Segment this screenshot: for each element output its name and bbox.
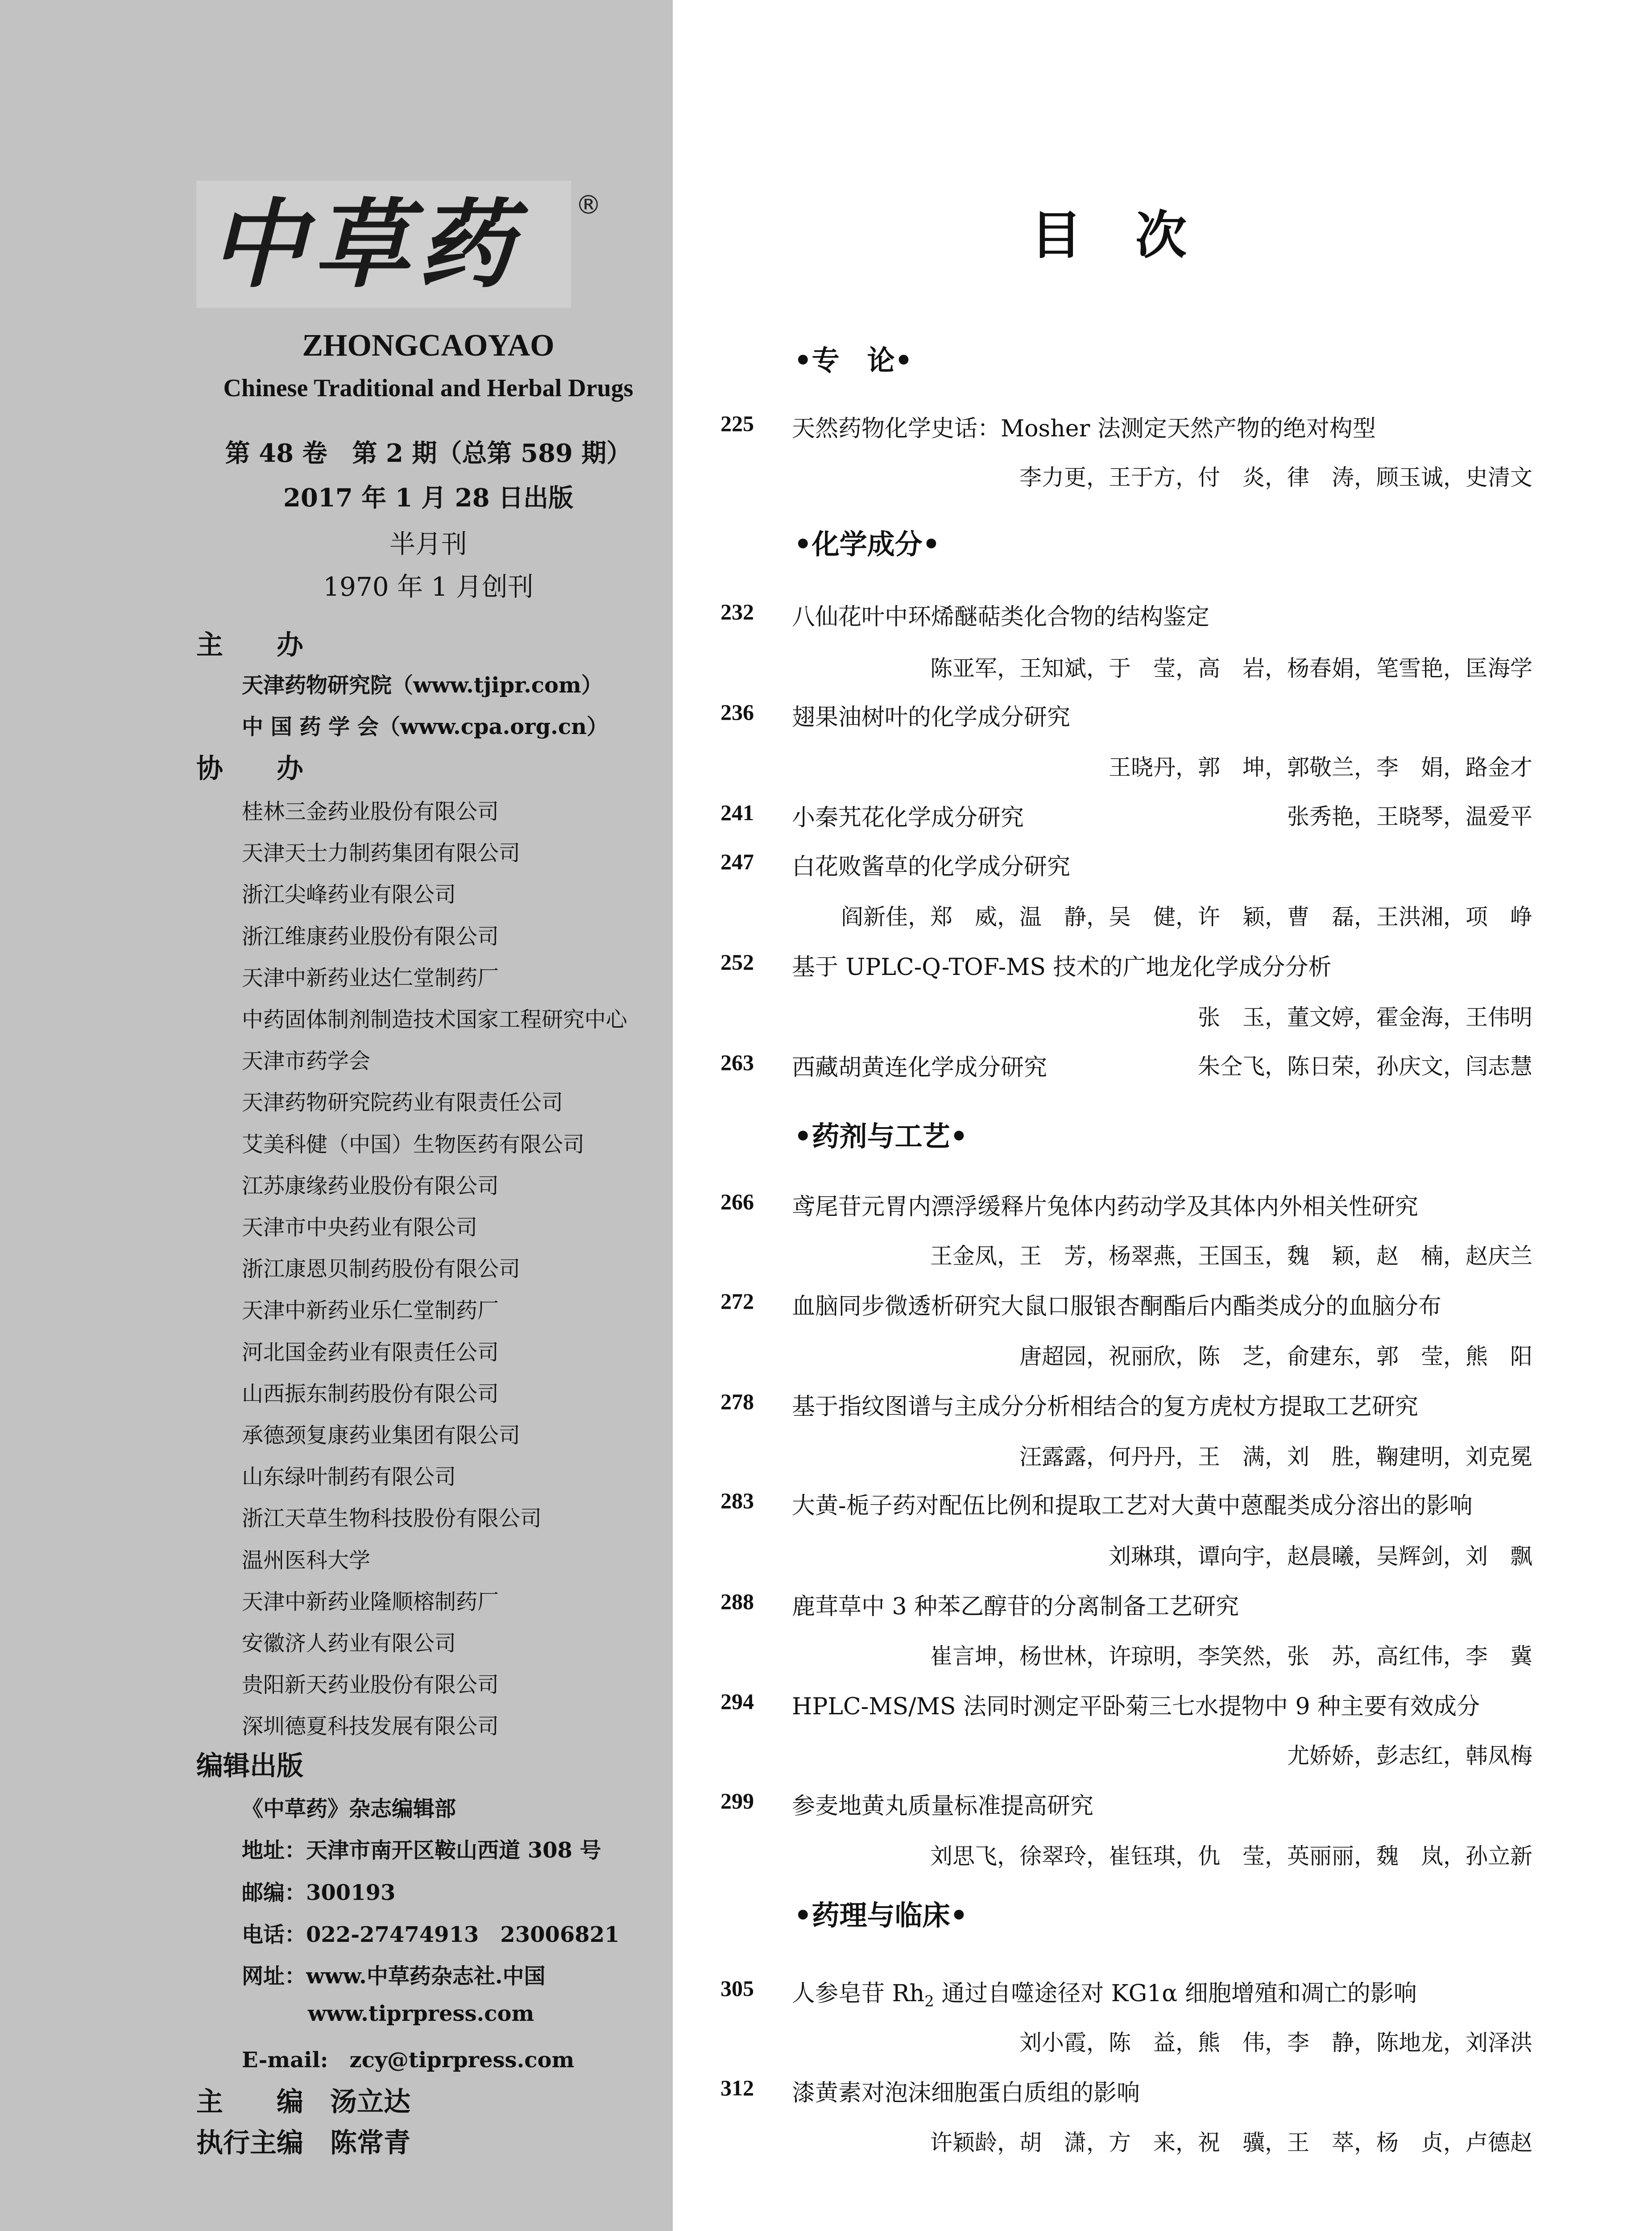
sponsor-item: 天津药物研究院（www.tjipr.com） bbox=[242, 673, 603, 698]
toc-page-number: 252 bbox=[720, 950, 754, 975]
toc-article-title: 小秦艽花化学成分研究 bbox=[792, 804, 1024, 831]
editorial-website-alt: www.tiprpress.com bbox=[308, 2001, 534, 2026]
founded-date: 1970 年 1 月创刊 bbox=[323, 572, 534, 602]
toc-article-title: 八仙花叶中环烯醚萜类化合物的结构鉴定 bbox=[792, 604, 1210, 630]
toc-article-authors: 尤娇娇，彭志红，韩凤梅 bbox=[1287, 1743, 1532, 1769]
toc-article-authors: 唐超园，祝丽欣，陈 芝，俞建东，郭 莹，熊 阳 bbox=[1019, 1344, 1532, 1369]
toc-article-title: HPLC-MS/MS 法同时测定平卧菊三七水提物中 9 种主要有效成分 bbox=[792, 1693, 1480, 1720]
toc-page-number: 263 bbox=[720, 1050, 754, 1075]
toc-article-authors: 王金凤，王 芳，杨翠燕，王国玉，魏 颖，赵 楠，赵庆兰 bbox=[930, 1243, 1532, 1269]
toc-article-title: 漆黄素对泡沫细胞蛋白质组的影响 bbox=[792, 2080, 1140, 2107]
co-sponsor-item: 贵阳新天药业股份有限公司 bbox=[242, 1672, 499, 1698]
co-sponsor-item: 浙江尖峰药业有限公司 bbox=[242, 882, 456, 908]
toc-article-title: 天然药物化学史话：Mosher 法测定天然产物的绝对构型 bbox=[792, 415, 1376, 442]
toc-article-authors: 张 玉，董文婷，霍金海，王伟明 bbox=[1198, 1004, 1532, 1030]
toc-article-title: 血脑同步微透析研究大鼠口服银杏酮酯后内酯类成分的血脑分布 bbox=[792, 1293, 1442, 1320]
editorial-dept: 《中草药》杂志编辑部 bbox=[242, 1796, 456, 1821]
co-sponsor-item: 浙江康恩贝制药股份有限公司 bbox=[242, 1256, 521, 1282]
issue-number: 第 48 卷 第 2 期（总第 589 期） bbox=[225, 439, 632, 468]
toc-article-authors: 许颖龄，胡 潇，方 来，祝 骥，王 萃，杨 贞，卢德赵 bbox=[930, 2130, 1532, 2156]
toc-article-title-subscript: 2 bbox=[924, 1992, 934, 2010]
toc-article-authors: 汪露露，何丹丹，王 满，刘 胜，鞠建明，刘克冕 bbox=[1019, 1444, 1532, 1470]
co-sponsor-item: 江苏康缘药业股份有限公司 bbox=[242, 1173, 499, 1198]
toc-page-number: 312 bbox=[720, 2075, 754, 2100]
executive-editor: 执行主编 陈常青 bbox=[196, 2127, 410, 2159]
toc-article-authors: 崔言坤，杨世林，许琼明，李笑然，张 苏，高红伟，李 冀 bbox=[930, 1643, 1532, 1669]
section-heading-pharmacology: •药理与临床• bbox=[794, 1899, 968, 1932]
co-sponsor-item: 天津中新药业乐仁堂制药厂 bbox=[242, 1298, 499, 1323]
co-sponsor-item: 天津中新药业达仁堂制药厂 bbox=[242, 965, 499, 991]
editorial-address: 地址：天津市南开区鞍山西道 308 号 bbox=[242, 1838, 601, 1863]
co-sponsor-item: 深圳德夏科技发展有限公司 bbox=[242, 1714, 499, 1739]
toc-article-title bbox=[792, 1974, 1417, 2010]
toc-page-number: 288 bbox=[720, 1589, 754, 1614]
co-sponsor-item: 桂林三金药业股份有限公司 bbox=[242, 799, 499, 824]
toc-page-number: 247 bbox=[720, 849, 754, 874]
co-sponsor-item: 天津中新药业隆顺榕制药厂 bbox=[242, 1589, 499, 1614]
co-sponsor-item: 山西振东制药股份有限公司 bbox=[242, 1381, 499, 1406]
toc-article-authors: 刘小霞，陈 益，熊 伟，李 静，陈地龙，刘泽洪 bbox=[1019, 2030, 1532, 2056]
editorial-email: E-mail: zcy@tiprpress.com bbox=[242, 2048, 575, 2073]
logo-calligraphy: 中草药 bbox=[210, 188, 522, 301]
editorial-phone: 电话：022-27474913 23006821 bbox=[242, 1922, 620, 1947]
publication-date: 2017 年 1 月 28 日出版 bbox=[283, 483, 574, 513]
toc-article-title: 鹿茸草中 3 种苯乙醇苷的分离制备工艺研究 bbox=[792, 1593, 1239, 1620]
co-sponsor-item: 山东绿叶制药有限公司 bbox=[242, 1464, 456, 1490]
toc-page-number: 241 bbox=[720, 800, 754, 825]
registered-mark: ® bbox=[576, 190, 601, 220]
toc-article-authors: 陈亚军，王知斌，于 莹，高 岩，杨春娟，笔雪艳，匡海学 bbox=[930, 655, 1532, 681]
toc-article-authors: 李力更，王于方，付 炎，律 涛，顾玉诚，史清文 bbox=[1019, 464, 1532, 490]
toc-page-number: 236 bbox=[720, 700, 754, 725]
editorial-postcode: 邮编：300193 bbox=[242, 1880, 396, 1905]
sponsor-item: 中 国 药 学 会（www.cpa.org.cn） bbox=[242, 714, 608, 739]
journal-logo bbox=[196, 181, 571, 308]
toc-article-title: 参麦地黄丸质量标准提高研究 bbox=[792, 1793, 1094, 1820]
section-heading-chemistry: •化学成分• bbox=[794, 528, 940, 560]
co-sponsor-item: 浙江维康药业股份有限公司 bbox=[242, 924, 499, 949]
toc-article-authors: 张秀艳，王晓琴，温爱平 bbox=[1287, 804, 1532, 829]
toc-page-number: 278 bbox=[720, 1389, 754, 1414]
toc-article-title: 翅果油树叶的化学成分研究 bbox=[792, 704, 1071, 731]
co-sponsor-item: 天津市中央药业有限公司 bbox=[242, 1215, 478, 1240]
co-sponsor-item: 承德颈复康药业集团有限公司 bbox=[242, 1423, 521, 1448]
toc-page-number: 225 bbox=[720, 411, 754, 436]
sponsors-heading: 主 办 bbox=[196, 630, 303, 661]
co-sponsor-item: 天津药物研究院药业有限责任公司 bbox=[242, 1090, 563, 1116]
toc-page-number: 305 bbox=[720, 1976, 754, 2001]
toc-page-number: 272 bbox=[720, 1289, 754, 1314]
toc-page-number: 266 bbox=[720, 1189, 754, 1214]
journal-english-name: Chinese Traditional and Herbal Drugs bbox=[223, 374, 633, 402]
toc-article-title: 大黄-栀子药对配伍比例和提取工艺对大黄中蒽醌类成分溶出的影响 bbox=[792, 1493, 1473, 1519]
co-sponsor-item: 浙江天草生物科技股份有限公司 bbox=[242, 1506, 542, 1531]
toc-article-title: 西藏胡黄连化学成分研究 bbox=[792, 1054, 1048, 1081]
toc-article-title: 基于指纹图谱与主成分分析相结合的复方虎杖方提取工艺研究 bbox=[792, 1393, 1419, 1420]
toc-article-authors: 朱仝飞，陈日荣，孙庆文，闫志慧 bbox=[1198, 1053, 1532, 1079]
section-heading-pharmaceutics: •药剂与工艺• bbox=[794, 1120, 968, 1153]
co-sponsor-item: 天津市药学会 bbox=[242, 1049, 371, 1074]
toc-page-number: 283 bbox=[720, 1488, 754, 1513]
toc-title: 目次 bbox=[1031, 206, 1241, 265]
toc-article-authors: 刘琳琪，谭向宇，赵晨曦，吴辉剑，刘 飘 bbox=[1109, 1543, 1532, 1569]
co-sponsor-item: 中药固体制剂制造技术国家工程研究中心 bbox=[242, 1007, 628, 1032]
toc-article-title: 基于 UPLC-Q-TOF-MS 技术的广地龙化学成分分析 bbox=[792, 954, 1332, 981]
publication-frequency: 半月刊 bbox=[389, 529, 467, 559]
co-sponsors-heading: 协 办 bbox=[196, 753, 303, 784]
co-sponsor-item: 河北国金药业有限责任公司 bbox=[242, 1339, 499, 1365]
toc-article-authors: 王晓丹，郭 坤，郭敬兰，李 娟，路金才 bbox=[1109, 755, 1532, 780]
chief-editor: 主 编 汤立达 bbox=[196, 2086, 410, 2118]
toc-article-authors: 阎新佳，郑 威，温 静，吴 健，许 颖，曹 磊，王洪湘，项 峥 bbox=[841, 904, 1532, 930]
section-heading-review: •专 论• bbox=[794, 344, 913, 377]
toc-article-title: 鸢尾苷元胃内漂浮缓释片兔体内药动学及其体内外相关性研究 bbox=[792, 1194, 1419, 1220]
toc-article-authors: 刘思飞，徐翠玲，崔钰琪，仇 莹，英丽丽，魏 岚，孙立新 bbox=[930, 1843, 1532, 1869]
toc-page-number: 294 bbox=[720, 1689, 754, 1714]
co-sponsor-item: 温州医科大学 bbox=[242, 1547, 371, 1573]
editorial-heading: 编辑出版 bbox=[196, 1750, 303, 1782]
toc-page-number: 299 bbox=[720, 1788, 754, 1813]
co-sponsor-item: 天津天士力制药集团有限公司 bbox=[242, 841, 521, 866]
toc-article-title: 白花败酱草的化学成分研究 bbox=[792, 854, 1071, 880]
toc-article-title-part: 人参皂苷 Rh bbox=[792, 1980, 925, 2007]
journal-pinyin-name: ZHONGCAOYAO bbox=[302, 328, 555, 363]
co-sponsor-item: 安徽济人药业有限公司 bbox=[242, 1631, 456, 1656]
co-sponsor-item: 艾美科健（中国）生物医药有限公司 bbox=[242, 1132, 585, 1157]
toc-page-number: 232 bbox=[720, 599, 754, 624]
toc-article-title-part: 通过自噬途径对 KG1α 细胞增殖和凋亡的影响 bbox=[934, 1980, 1417, 2007]
journal-info-sidebar bbox=[0, 0, 673, 2231]
editorial-website: 网址：www.中草药杂志社.中国 bbox=[242, 1964, 546, 1989]
